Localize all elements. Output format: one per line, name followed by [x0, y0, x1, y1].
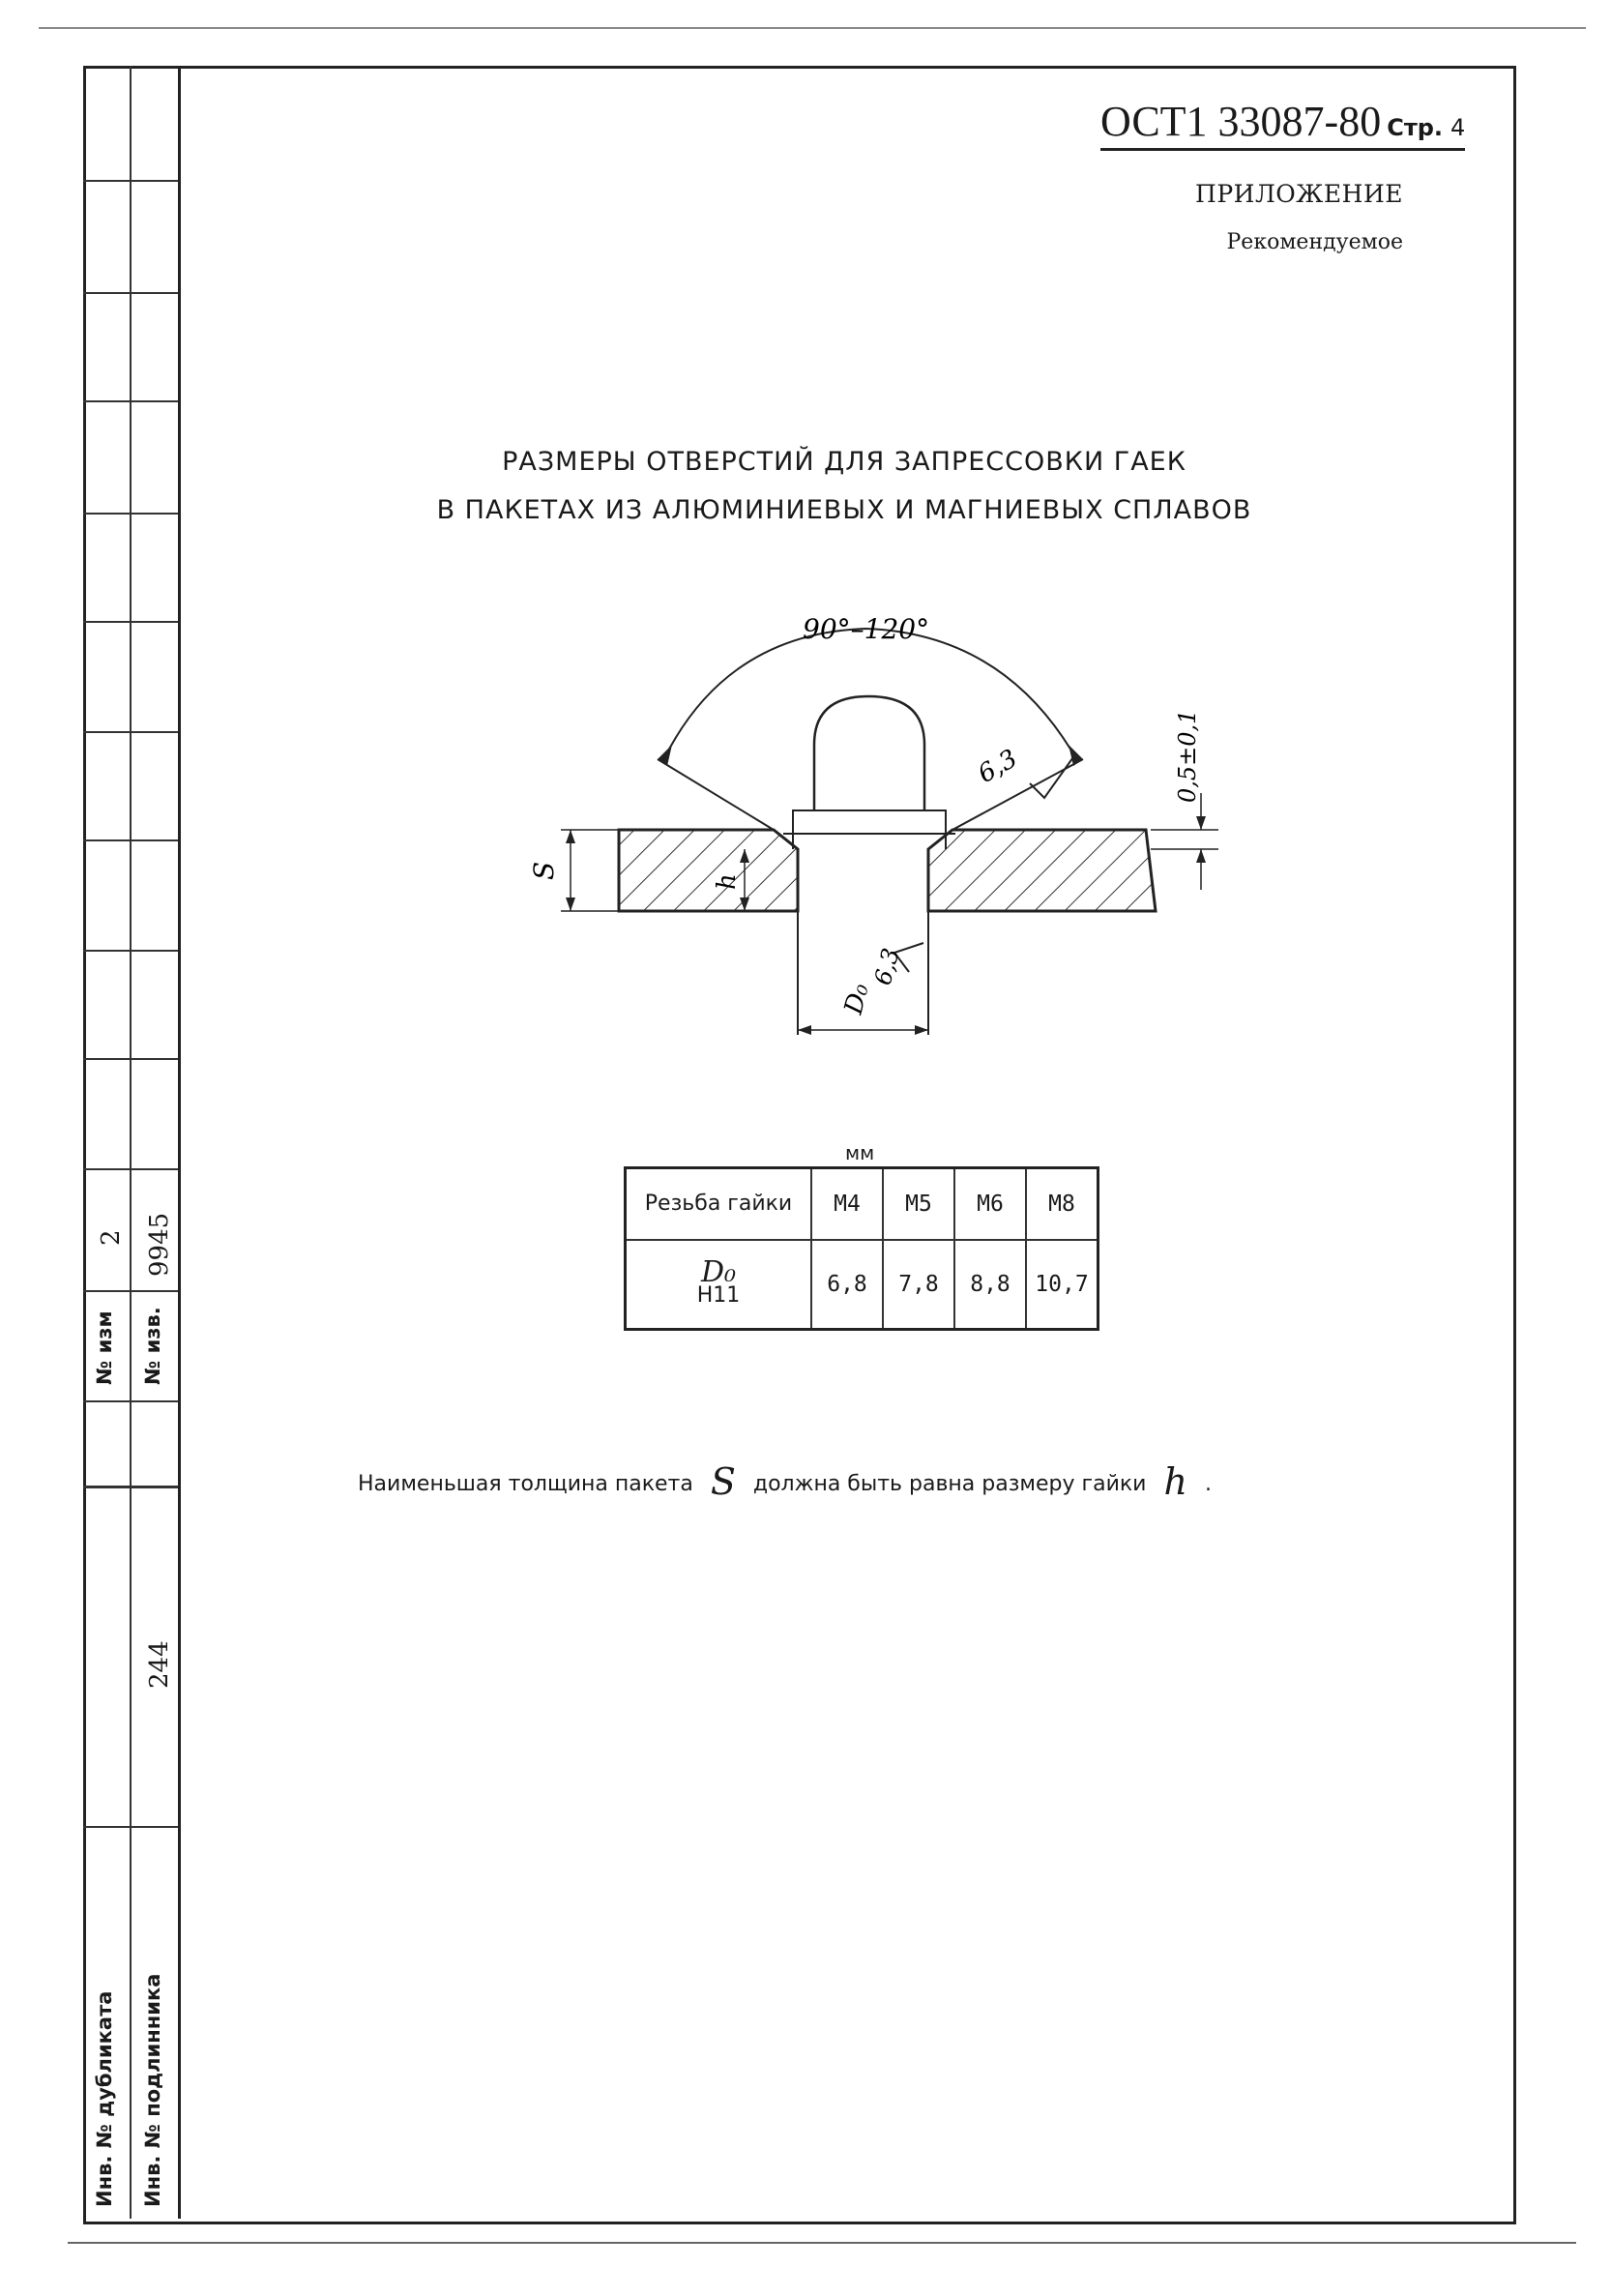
table-row [626, 1240, 1098, 1330]
registration-strip [83, 66, 181, 2219]
document-code [1100, 97, 1465, 151]
thickness-note [358, 1460, 1212, 1503]
plate-left-section [619, 830, 798, 911]
press-nut-hole-drawing [503, 600, 1238, 1064]
page-label: Стр. [1387, 114, 1444, 141]
table-column-header: М8 [1026, 1168, 1098, 1241]
nut-body [814, 696, 924, 810]
roughness-label-top: 6,3 [973, 744, 1023, 790]
table-unit: мм [845, 1141, 875, 1164]
dim-label-s: S [528, 861, 560, 880]
document-code-text: ОСТ1 33087-80 [1100, 98, 1382, 145]
table-cell: 6,8 [811, 1240, 883, 1330]
note-end: . [1204, 1472, 1212, 1496]
nut-flange [793, 810, 946, 822]
table-header-row [626, 1168, 1098, 1241]
appendix-subtitle: Рекомендуемое [1226, 230, 1403, 254]
table-column-header: М5 [883, 1168, 954, 1241]
table-cell: 10,7 [1026, 1240, 1098, 1330]
page-title-line-1: РАЗМЕРЫ ОТВЕРСТИЙ ДЛЯ ЗАПРЕССОВКИ ГАЕК [502, 447, 1186, 477]
strip-row-line [83, 621, 178, 623]
strip-row-line [83, 1290, 178, 1292]
note-text-1: Наименьшая толщина пакета [358, 1472, 693, 1496]
strip-value-sheet: 244 [145, 1640, 174, 1689]
page-title-line-2: В ПАКЕТАХ ИЗ АЛЮМИНИЕВЫХ И МАГНИЕВЫХ СПЛАВОВ [436, 495, 1252, 525]
page-number: 4 [1450, 114, 1466, 141]
strip-row-line [83, 513, 178, 515]
table-row-label [626, 1240, 812, 1330]
strip-row-line [83, 292, 178, 294]
strip-row-line [83, 1826, 178, 1828]
strip-row-line [83, 180, 178, 182]
row-symbol: D₀ [700, 1255, 737, 1289]
note-symbol-h: h [1163, 1460, 1187, 1503]
hole-size-table [624, 1166, 1099, 1331]
table-cell: 7,8 [883, 1240, 954, 1330]
strip-label-izv: № изв. [141, 1307, 164, 1385]
dim-label-offset: 0,5±0,1 [1174, 709, 1201, 803]
angle-label: 90°–120° [803, 613, 930, 645]
strip-label-podl: Инв. № подлинника [141, 1973, 164, 2207]
strip-row-line [83, 839, 178, 841]
appendix-title: ПРИЛОЖЕНИЕ [1195, 180, 1403, 208]
row-tolerance: Н11 [696, 1283, 741, 1308]
dim-label-h: h [713, 873, 742, 890]
dim-label-d0: D₀ [838, 980, 875, 1017]
strip-column-divider [130, 66, 132, 2219]
plate-right-section [928, 830, 1156, 911]
table-cell: 8,8 [954, 1240, 1026, 1330]
scan-edge-bottom [68, 2242, 1576, 2244]
scan-edge-top [39, 27, 1586, 29]
page-frame [83, 66, 1516, 2224]
strip-row-line [83, 1058, 178, 1060]
strip-row-line [83, 731, 178, 733]
strip-label-izm: № изм [93, 1310, 116, 1385]
note-symbol-s: S [710, 1460, 736, 1503]
strip-value-izm: 2 [97, 1229, 126, 1246]
strip-row-line [83, 1168, 178, 1170]
strip-value-izv: 9945 [145, 1212, 174, 1277]
table-column-header: М6 [954, 1168, 1026, 1241]
strip-row-line [83, 400, 178, 402]
strip-row-line [83, 950, 178, 952]
strip-row-line [83, 1400, 178, 1402]
roughness-label-hole: 6,3 [868, 945, 905, 988]
table-header-label: Резьба гайки [626, 1168, 812, 1241]
strip-row-line [83, 1486, 178, 1488]
note-text-2: должна быть равна размеру гайки [752, 1472, 1147, 1496]
strip-label-dubl: Инв. № дубликата [93, 1990, 116, 2207]
table-column-header: М4 [811, 1168, 883, 1241]
